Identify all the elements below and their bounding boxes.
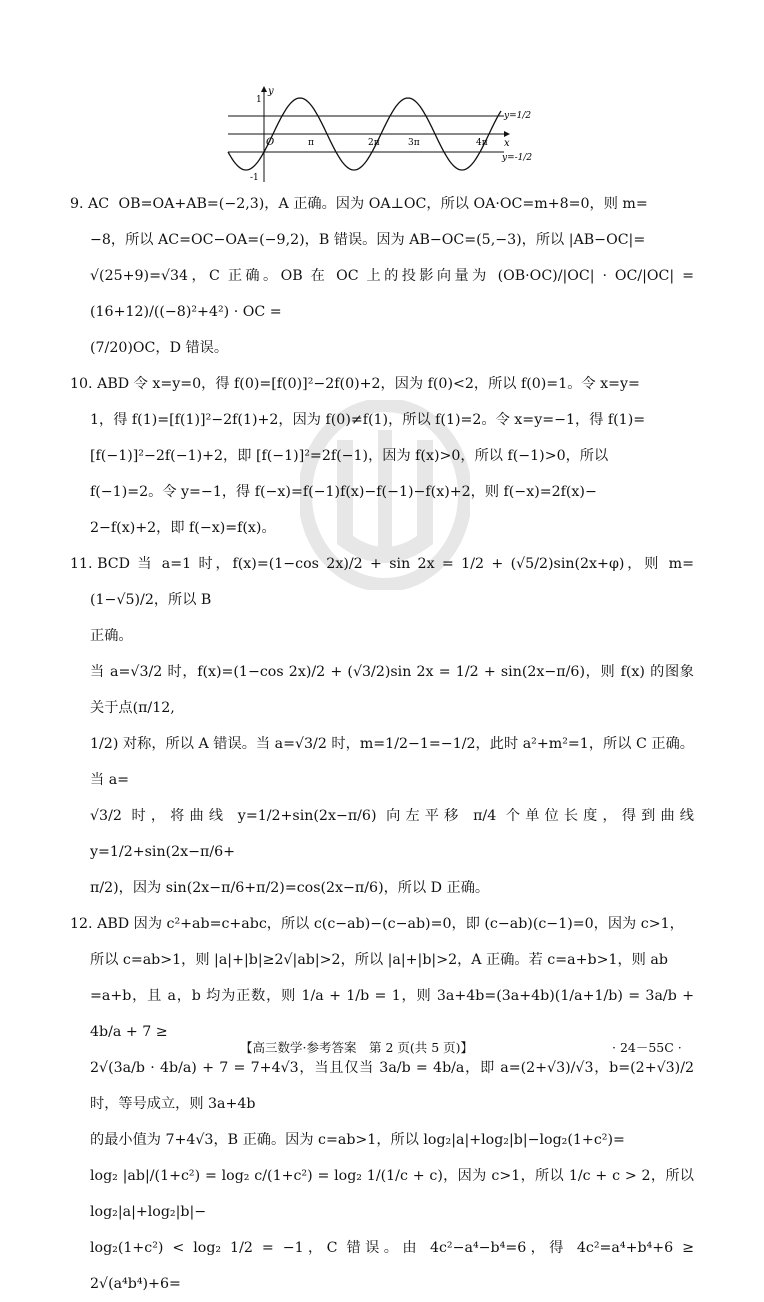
answer-9-line: (7/20)OC，D 错误。: [90, 340, 229, 356]
answer-12-line: =a+b，且 a，b 均为正数，则 1/a + 1/b = 1，则 3a+4b=(3a+4b)(1/a+1/b) = 3a/b + 4b/a + 7 ≥: [90, 988, 694, 1040]
tick-2pi: 2π: [368, 138, 380, 148]
footer-title: 【高三数学·参考答案 第 2 页(共 5 页)】: [240, 1040, 474, 1055]
answer-10-lead: 10. ABD: [70, 376, 130, 392]
answer-9-line: OB=OA+AB=(−2,3)，A 正确。因为 OA⊥OC，所以 OA·OC=m+8=0，则 m=: [118, 196, 648, 212]
page-footer: [0, 1038, 764, 1058]
answer-10-line: [f(−1)]²−2f(−1)+2，即 [f(−1)]²=2f(−1)，因为 f(x)>0，所以 f(−1)>0，所以: [90, 448, 609, 464]
answer-11-line: 1/2) 对称，所以 A 错误。当 a=√3/2 时，m=1/2−1=−1/2，此时 a²+m²=1，所以 C 正确。当 a=: [90, 736, 694, 788]
answer-9-line: √(25+9)=√34，C 正确。OB 在 OC 上的投影向量为 (OB·OC)/|OC| · OC/|OC| = (16+12)/((−8)²+4²) · OC =: [90, 268, 694, 320]
answer-12-line: log₂(1+c²) < log₂ 1/2 = −1，C 错误。由 4c²−a⁴−b⁴=6，得 4c²=a⁴+b⁴+6 ≥ 2√(a⁴b⁴)+6=: [90, 1240, 694, 1292]
answer-12-lead: 12. ABD: [70, 916, 130, 932]
origin-label: O: [266, 137, 275, 148]
answer-12: [70, 906, 694, 1302]
label-upper-line: y=1/2: [504, 111, 532, 121]
answer-12-line: 2√(3a/b · 4b/a) + 7 = 7+4√3，当且仅当 3a/b = 4b/a，即 a=(2+√3)/√3，b=(2+√3)/2 时，等号成立，则 3a+4b: [90, 1060, 694, 1112]
answer-11-lead: 11. BCD: [70, 556, 130, 572]
answer-11-line: 当 a=√3/2 时，f(x)=(1−cos 2x)/2 + (√3/2)sin 2x = 1/2 + sin(2x−π/6)，则 f(x) 的图象关于点(π/12,: [90, 664, 694, 716]
label-lower-line: y=-1/2: [502, 153, 533, 163]
tick-3pi: 3π: [408, 138, 420, 148]
x-axis-arrow-icon: [504, 131, 510, 137]
answer-10-line: f(−1)=2。令 y=−1，得 f(−x)=f(−1)f(x)−f(−1)−f(x)+2，则 f(−x)=2f(x)−: [90, 484, 597, 500]
answer-9: [70, 186, 694, 366]
answer-12-line: 因为 c²+ab=c+abc，所以 c(c−ab)−(c−ab)=0，即 (c−ab)(c−1)=0，因为 c>1，: [133, 916, 684, 932]
answer-12-line: 的最小值为 7+4√3，B 正确。因为 c=ab>1，所以 log₂|a|+log₂|b|−log₂(1+c²)=: [90, 1132, 625, 1148]
answer-9-lead: 9. AC: [70, 196, 110, 212]
tick-one: 1: [256, 95, 262, 105]
y-axis-arrow-icon: [261, 86, 267, 92]
answer-10-line: 令 x=y=0，得 f(0)=[f(0)]²−2f(0)+2，因为 f(0)<2，所以 f(0)=1。令 x=y=: [133, 376, 640, 392]
answer-11-line: 当 a=1 时，f(x)=(1−cos 2x)/2 + sin 2x = 1/2 + (√5/2)sin(2x+φ)，则 m=(1−√5)/2，所以 B: [90, 556, 694, 608]
answer-10-line: 1，得 f(1)=[f(1)]²−2f(1)+2，因为 f(0)≠f(1)，所以 f(1)=2。令 x=y=−1，得 f(1)=: [90, 412, 646, 428]
tick-minus-one: -1: [250, 173, 259, 183]
answer-11-line: 正确。: [90, 628, 133, 644]
sine-graph-svg: [222, 84, 540, 186]
answer-11-line: π/2)，因为 sin(2x−π/6+π/2)=cos(2x−π/6)，所以 D 正确。: [90, 880, 490, 896]
answer-10-line: 2−f(x)+2，即 f(−x)=f(x)。: [90, 520, 276, 536]
answer-content: [70, 186, 694, 1302]
y-axis-label: y: [268, 86, 274, 97]
footer-code: · 24－55C ·: [612, 1040, 682, 1055]
tick-pi: π: [308, 138, 314, 148]
answer-11: [70, 546, 694, 906]
answer-12-line: log₂ |ab|/(1+c²) = log₂ c/(1+c²) = log₂ 1/(1/c + c)，因为 c>1，所以 1/c + c > 2，所以 log₂|a|+log₂|b|−: [90, 1168, 694, 1220]
tick-4pi: 4π: [476, 138, 488, 148]
x-axis-label: x: [504, 138, 510, 149]
answer-11-line: √3/2 时，将曲线 y=1/2+sin(2x−π/6) 向左平移 π/4 个单位长度，得到曲线 y=1/2+sin(2x−π/6+: [90, 808, 694, 860]
answer-9-line: −8，所以 AC=OC−OA=(−9,2)，B 错误。因为 AB−OC=(5,−3)，所以 |AB−OC|=: [90, 232, 646, 248]
sine-graph: [222, 84, 540, 186]
answer-12-line: 所以 c=ab>1，则 |a|+|b|≥2√|ab|>2，所以 |a|+|b|>2，A 正确。若 c=a+b>1，则 ab: [90, 952, 668, 968]
answer-10: [70, 366, 694, 546]
